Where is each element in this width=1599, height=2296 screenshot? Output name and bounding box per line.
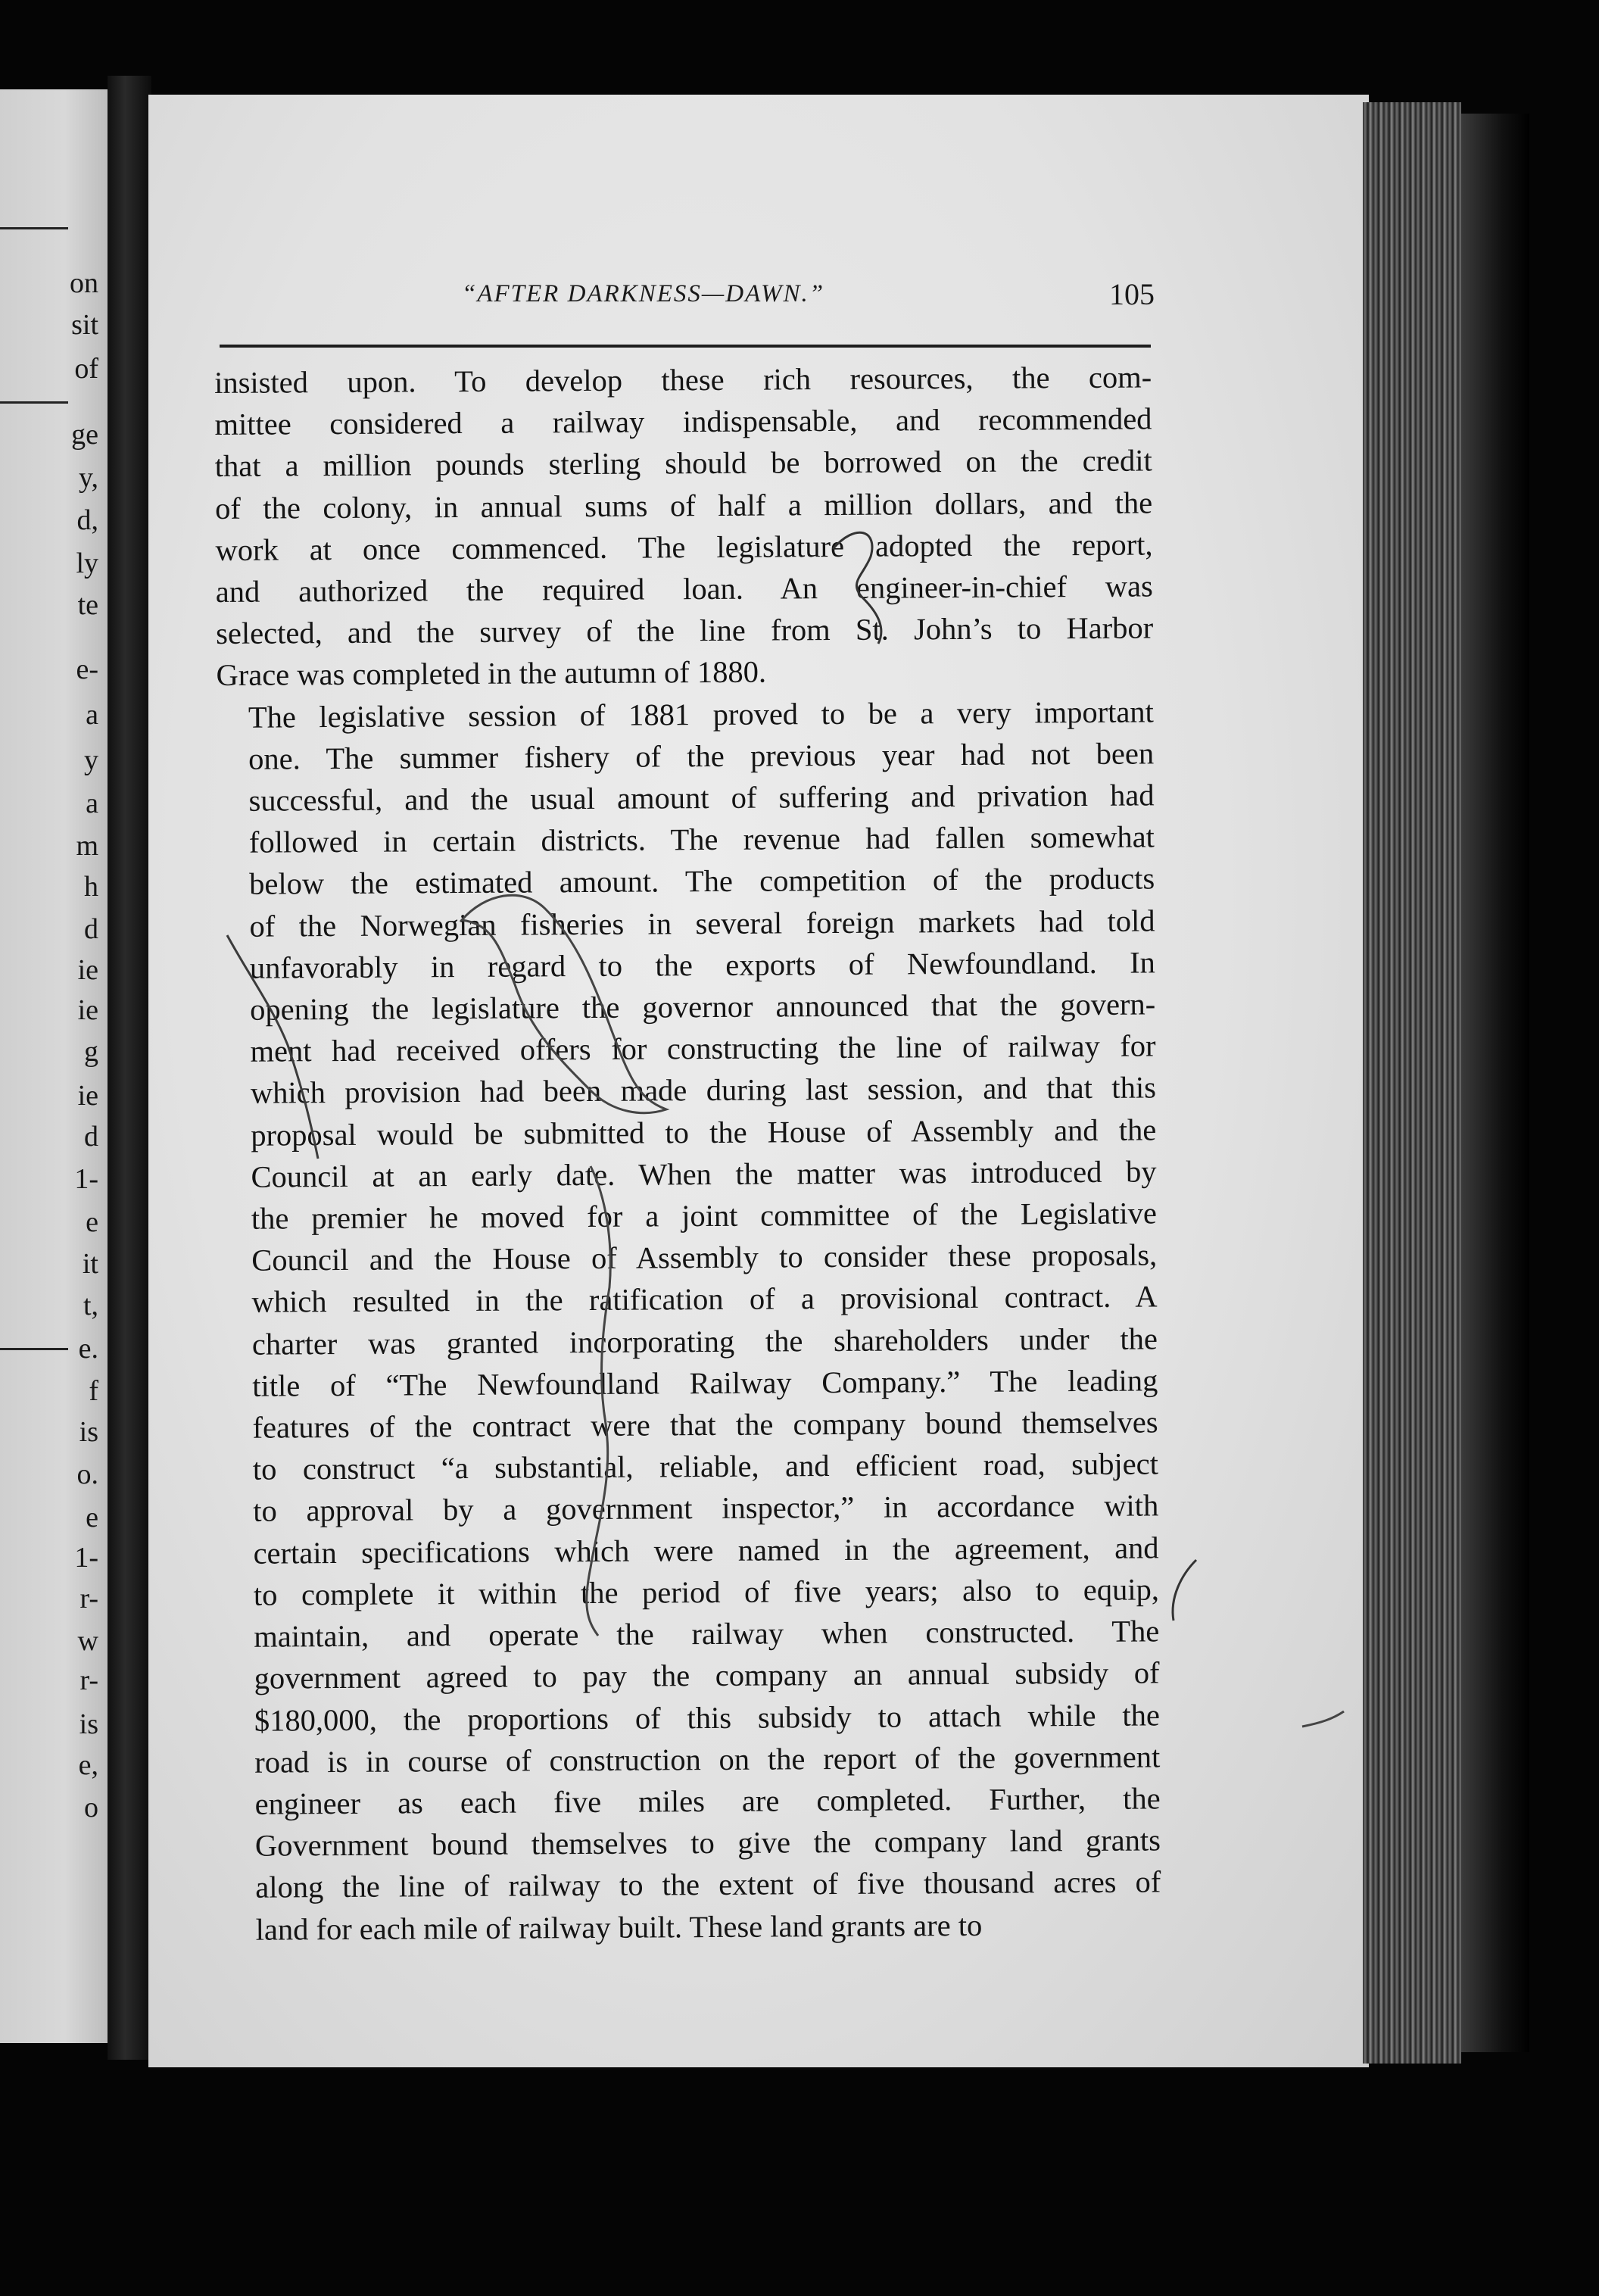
facing-page-text-fragment: ie bbox=[77, 1080, 98, 1112]
facing-page-text-fragment: e bbox=[86, 1206, 98, 1238]
text-line: one. The summer fishery of the previous year had not been bbox=[248, 736, 1155, 776]
header-rule bbox=[220, 345, 1151, 348]
text-line: to complete it within the period of five years; also to equip, bbox=[253, 1572, 1160, 1612]
facing-page-text-fragment: r- bbox=[79, 1664, 98, 1696]
text-line: and authorized the required loan. An engineer-in-chief was bbox=[215, 569, 1153, 610]
text-line: Council at an early date. When the matter was introduced by bbox=[251, 1154, 1157, 1194]
facing-page-text-fragment: y, bbox=[78, 462, 98, 494]
text-line: The legislative session of 1881 proved to be a very important bbox=[248, 694, 1154, 735]
facing-page-text-fragment: e- bbox=[76, 654, 98, 685]
facing-page-text-fragment: is bbox=[79, 1708, 98, 1740]
facing-page-text-fragment: a bbox=[86, 788, 98, 819]
facing-page-text-fragment: o bbox=[84, 1792, 98, 1823]
facing-page-text-fragment: o. bbox=[76, 1458, 98, 1490]
facing-page-text-fragment: h bbox=[84, 871, 98, 903]
text-line: Government bound themselves to give the company land grants bbox=[254, 1823, 1161, 1863]
page-header bbox=[428, 276, 1155, 322]
paragraph-1 bbox=[214, 356, 1154, 696]
facing-page-text-fragment: g bbox=[84, 1036, 98, 1068]
text-line: Council and the House of Assembly to consider these proposals, bbox=[251, 1237, 1158, 1277]
facing-page-text-fragment: of bbox=[74, 353, 98, 385]
facing-page-text-fragment: e, bbox=[78, 1749, 98, 1781]
facing-page-text-fragment: it bbox=[82, 1248, 98, 1280]
text-line: successful, and the usual amount of suffering and privation had bbox=[248, 778, 1155, 818]
facing-page-text-fragment: y bbox=[84, 744, 98, 776]
text-line: certain specifications which were named in the agreement, and bbox=[253, 1530, 1159, 1571]
text-line: which resulted in the ratification of a provisional contract. A bbox=[251, 1279, 1158, 1320]
text-line: the premier he moved for a joint committee of the Legislative bbox=[251, 1196, 1158, 1236]
text-line: opening the legislature the governor announced that the govern- bbox=[250, 987, 1156, 1027]
facing-page-text-fragment: r- bbox=[79, 1583, 98, 1614]
text-line: ment had received offers for constructing the line of railway for bbox=[250, 1028, 1156, 1068]
text-line: mittee considered a railway indispensable, and recommended bbox=[214, 401, 1152, 442]
text-line: charter was granted incorporating the shareholders under the bbox=[251, 1321, 1158, 1362]
facing-page-text-fragment: t, bbox=[83, 1290, 98, 1321]
book-cover-edge bbox=[1461, 114, 1529, 2052]
text-line: Grace was completed in the autumn of 1880. bbox=[216, 654, 767, 693]
text-line: which provision had been made during last session, and that this bbox=[250, 1070, 1157, 1111]
facing-page-text-fragment: te bbox=[77, 589, 98, 621]
text-line: land for each mile of railway built. These land grants are to bbox=[255, 1908, 983, 1947]
running-title: “AFTER DARKNESS—DAWN.” bbox=[462, 280, 825, 307]
facing-page-text-fragment: sit bbox=[71, 309, 98, 341]
facing-page-text-fragment: f bbox=[89, 1375, 98, 1407]
facing-page-text-fragment: is bbox=[79, 1416, 98, 1448]
text-line: of the colony, in annual sums of half a million dollars, and the bbox=[215, 485, 1153, 526]
facing-page-text-fragment: 1- bbox=[74, 1542, 98, 1574]
text-line: engineer as each five miles are completed. Further, the bbox=[254, 1781, 1161, 1821]
previous-page-edge bbox=[0, 89, 108, 2043]
text-line: followed in certain districts. The revenue had fallen somewhat bbox=[248, 819, 1155, 859]
body-text bbox=[214, 356, 1161, 1950]
text-line: unfavorably in regard to the exports of Newfoundland. In bbox=[249, 945, 1156, 985]
facing-page-text-fragment: e bbox=[86, 1502, 98, 1533]
text-line: that a million pounds sterling should be borrowed on the credit bbox=[214, 443, 1152, 484]
facing-page-text-fragment: on bbox=[70, 267, 98, 299]
facing-page-text-fragment: e. bbox=[78, 1333, 98, 1365]
text-line: insisted upon. To develop these rich resources, the com- bbox=[214, 360, 1152, 400]
facing-page-text-fragment: d bbox=[84, 1121, 98, 1153]
facing-page-text-fragment: w bbox=[77, 1625, 98, 1657]
text-line: features of the contract were that the company bound themselves bbox=[252, 1405, 1158, 1445]
facing-page-text-fragment: ly bbox=[76, 547, 98, 579]
text-line: work at once commenced. The legislature adopted the report, bbox=[215, 527, 1153, 567]
facing-page-text-fragment: ie bbox=[77, 994, 98, 1026]
paragraph-2 bbox=[217, 691, 1161, 1951]
text-line: to construct “a substantial, reliable, and efficient road, subject bbox=[252, 1446, 1159, 1486]
text-line: $180,000, the proportions of this subsidy to attach while the bbox=[254, 1697, 1161, 1738]
text-line: selected, and the survey of the line from St. John’s to Harbor bbox=[216, 610, 1154, 651]
text-line: along the line of railway to the extent of five thousand acres of bbox=[255, 1864, 1161, 1905]
text-line: proposal would be submitted to the House of Assembly and the bbox=[251, 1112, 1157, 1153]
facing-page-text-fragment: ie bbox=[77, 954, 98, 986]
facing-page-text-fragment: ge bbox=[71, 419, 98, 451]
facing-page-text-fragment: a bbox=[86, 699, 98, 731]
facing-page-rule bbox=[0, 227, 68, 229]
page-stack-edges bbox=[1363, 102, 1461, 2064]
text-line: to approval by a government inspector,” in accordance with bbox=[253, 1488, 1159, 1529]
text-line: title of “The Newfoundland Railway Company.” The leading bbox=[252, 1363, 1158, 1403]
book-gutter bbox=[108, 76, 151, 2060]
facing-page-text-fragment: d bbox=[84, 913, 98, 945]
text-line: road is in course of construction on the report of the government bbox=[254, 1739, 1161, 1780]
text-line: below the estimated amount. The competition of the products bbox=[249, 861, 1155, 902]
facing-page-text-fragment: d, bbox=[76, 504, 98, 536]
facing-page-text-fragment: m bbox=[76, 830, 98, 862]
page-number: 105 bbox=[1109, 277, 1155, 311]
text-line: maintain, and operate the railway when constructed. The bbox=[254, 1614, 1160, 1654]
text-line: of the Norwegian fisheries in several foreign markets had told bbox=[249, 903, 1155, 944]
facing-page-rule bbox=[0, 1348, 68, 1350]
text-line: government agreed to pay the company an annual subsidy of bbox=[254, 1655, 1160, 1696]
facing-page-text-fragment: 1- bbox=[74, 1163, 98, 1195]
facing-page-rule bbox=[0, 401, 68, 404]
